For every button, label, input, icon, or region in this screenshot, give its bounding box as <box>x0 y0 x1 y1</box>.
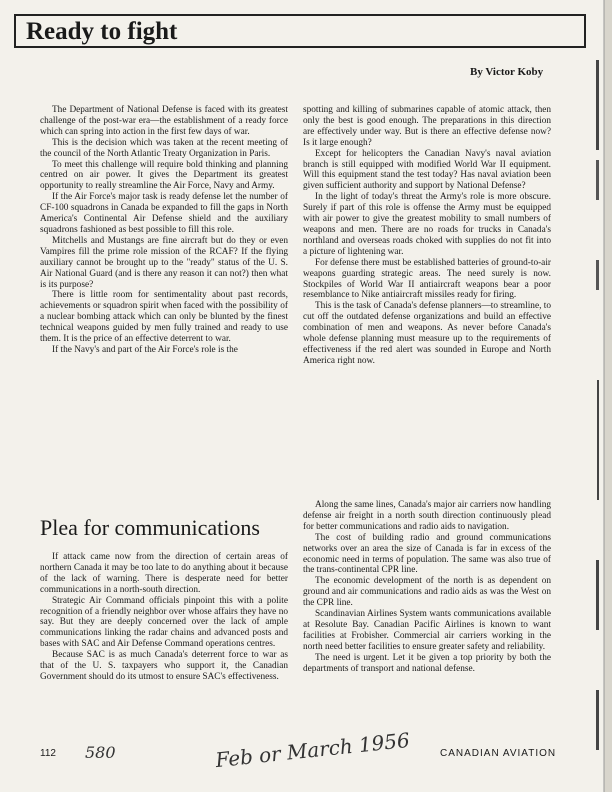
binding-edge <box>590 0 612 792</box>
section-title: Plea for communications <box>40 515 260 540</box>
paragraph: If the Air Force's major task is ready defense let the number of CF-100 squadrons in Canada be expanded to fill the gaps in North America's Continental Air Defense shield and the auxiliary squadrons fashioned as best possible to fill this role. <box>40 192 288 235</box>
handwritten-number: 580 <box>85 743 116 762</box>
paragraph: The Department of National Defense is faced with its greatest challenge of the post-war era—the establishment of a ready force which can spring into action in the first few days of war. <box>40 105 288 137</box>
paragraph: If attack came now from the direction of certain areas of northern Canada it may be too late to do anything about it because of the lack of warning. There is desperate need for better communications in a north-south direction. <box>40 552 288 595</box>
paragraph: To meet this challenge will require bold thinking and planning centred on air power. It gives the Department its greatest opportunity to really streamline the Air Force, Navy and Army. <box>40 159 288 192</box>
article-column-2 <box>303 105 551 367</box>
section-column-2 <box>303 500 551 675</box>
paragraph: This is the decision which was taken at the recent meeting of the council of the North Atlantic Treaty Organization in Paris. <box>40 137 288 159</box>
paragraph: The need is urgent. Let it be given a top priority by both the departments of transport and national defense. <box>303 652 551 674</box>
paragraph: This is the task of Canada's defense planners—to streamline, to cut off the outdated defense organizations and build an effective combination of men and weapons. As never before Canada's whole defense planning must measure up to the requirements of effectiveness if the red alert was sounded in Europe and North America right now. <box>303 301 551 366</box>
paragraph: Scandinavian Airlines System wants communications available at Resolute Bay. Canadian Pacific Airlines is known to want facilities at Frobisher. Commercial air carriers working in the north need better facilities to ensure greater safety and reliability. <box>303 609 551 652</box>
paragraph: Because SAC is as much Canada's deterrent force to war as that of the U. S. taxpayers who support it, the Canadian Government should do its utmost to ensure SAC's effectiveness. <box>40 650 288 682</box>
page-number: 112 <box>40 748 56 759</box>
section-column-1 <box>40 552 288 683</box>
paragraph: spotting and killing of submarines capable of atomic attack, then only the best is good enough. The preparations in this direction are effectively under way. But is there an effective defense now? Is it large enough? <box>303 105 551 148</box>
article-column-1 <box>40 105 288 356</box>
paragraph: The economic development of the north is as dependent on ground and air communications and radio aids as was the West on the CPR line. <box>303 576 551 609</box>
byline: By Victor Koby <box>470 66 544 78</box>
paragraph: For defense there must be established batteries of ground-to-air weapons guarding strategic areas. The need surely is now. Stockpiles of World War II antiaircraft weapons bear a poor resemblance to Nike antiaircraft missiles ready for firing. <box>303 257 551 301</box>
paragraph: The cost of building radio and ground communications networks over an area the size of Canada is far in excess of the economic need in terms of population. The same was also true of the trans-continental CPR line. <box>303 532 551 576</box>
handwritten-date: Feb or March 1956 <box>214 727 411 773</box>
paragraph: Except for helicopters the Canadian Navy's naval aviation branch is still equipped with modified World War II equipment. Will this equipment stand the test today? Has naval aviation been given sufficient authority and support by National Defense? <box>303 148 551 192</box>
paragraph: In the light of today's threat the Army's role is more obscure. Surely if part of this role is offense the Army must be equipped with air power to give the greatest mobility to small numbers of weapons and men. There are no roads for trucks in Canada's northland and overseas roads choked with supplies do not fit into a picture of lightening war. <box>303 192 551 257</box>
paragraph: There is little room for sentimentality about past records, achievements or squadron spirit when faced with the possibility of a nuclear bombing attack which can only be blunted by the finest technical weapons guided by men fully trained and ready to use them. It is the price of an effective deterrent to war. <box>40 290 288 345</box>
article-title: Ready to fight <box>26 18 178 45</box>
magazine-name: CANADIAN AVIATION <box>440 748 557 759</box>
paragraph: Along the same lines, Canada's major air carriers now handling defense air freight in a north south direction continuously plead for better communications and radio aids to navigation. <box>303 500 551 532</box>
paragraph: Strategic Air Command officials pinpoint this with a polite recognition of a friendly neighbor over whose affairs they have no say. But they are deeply concerned over the lack of ample communications linking the radar chains and advanced posts and bases with SAC and Air Defense Command operations centres. <box>40 595 288 650</box>
paragraph: Mitchells and Mustangs are fine aircraft but do they or even Vampires fill the prime role mission of the RCAF? If the flying auxiliary cannot be brought up to the "ready" status of the U. S. Air National Guard (and is there any reason it can not?) then what is its purpose? <box>40 235 288 290</box>
paragraph: If the Navy's and part of the Air Force's role is the <box>52 344 238 355</box>
